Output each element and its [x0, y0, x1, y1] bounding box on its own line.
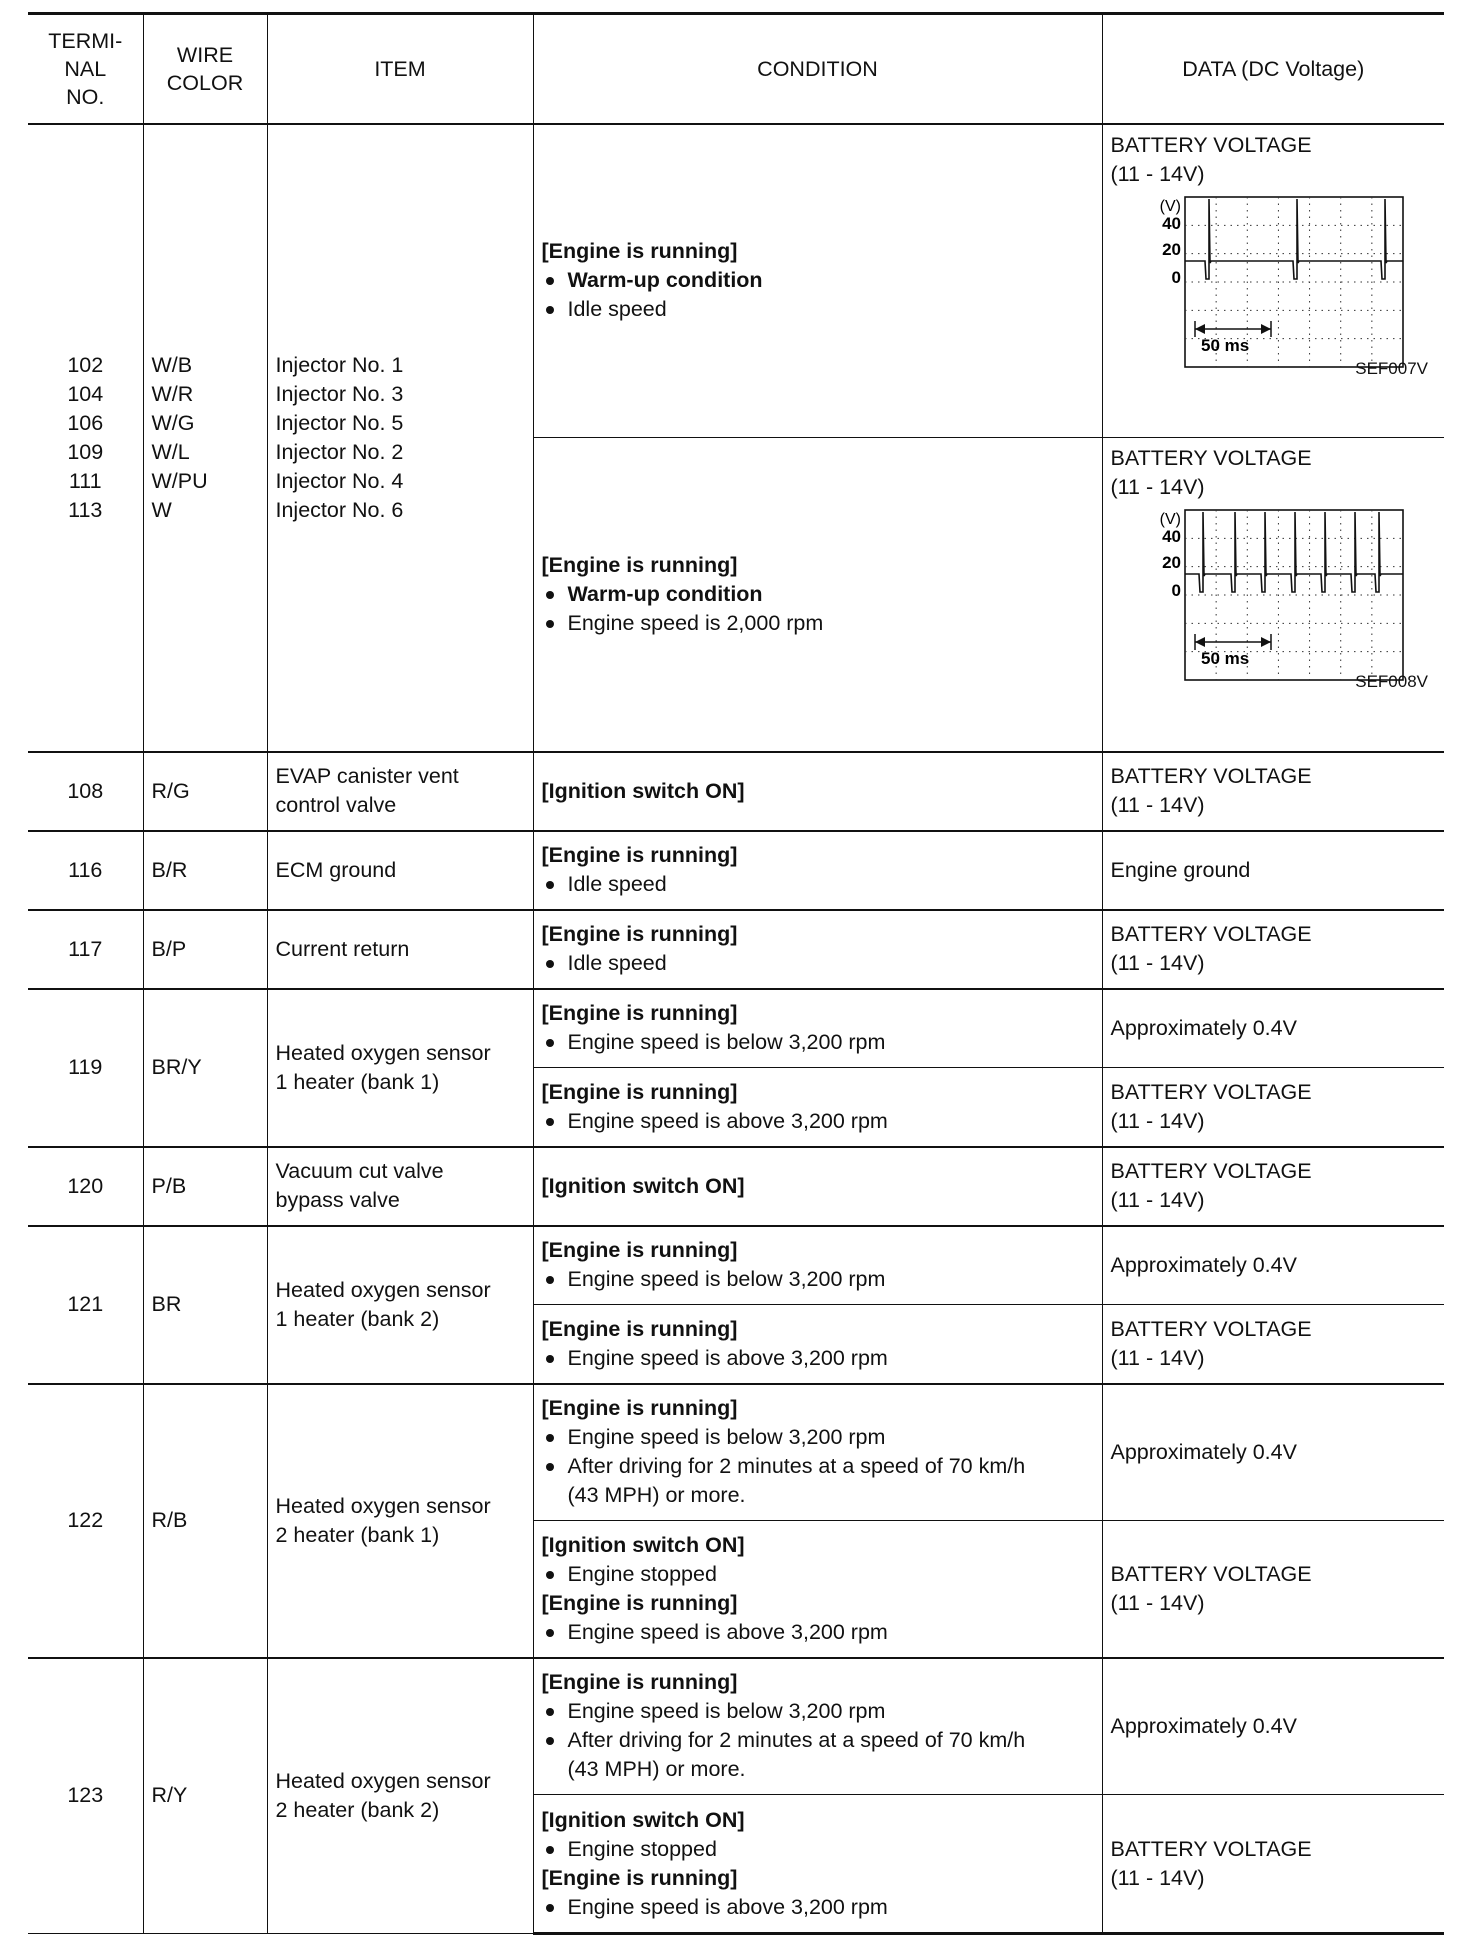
wire-color-cell: R/Y	[143, 1658, 267, 1934]
data-value: (11 - 14V)	[1110, 1345, 1205, 1370]
figure-reference: SEF007V	[1355, 358, 1428, 378]
data-cell	[1102, 1521, 1444, 1658]
condition-bullet: Idle speed	[542, 295, 1094, 324]
condition-heading: [Engine is running]	[541, 1590, 738, 1615]
condition-heading: [Engine is running]	[541, 843, 738, 867]
table-row	[28, 831, 1444, 910]
figure-reference: SEF008V	[1355, 672, 1428, 691]
wire-color-cell: BR/Y	[143, 989, 267, 1147]
terminal-cell: 117	[28, 910, 143, 989]
condition-cell	[533, 910, 1102, 989]
item-cell: Vacuum cut valve bypass valve	[267, 1147, 533, 1226]
condition-heading: [Ignition switch ON]	[541, 1532, 745, 1557]
terminal-cell: 119	[28, 989, 143, 1147]
wire-color-cell: P/B	[143, 1147, 267, 1226]
condition-heading: [Engine is running]	[541, 1865, 738, 1890]
data-value: BATTERY VOLTAGE	[1110, 922, 1312, 946]
data-value: (11 - 14V)	[1110, 1865, 1205, 1890]
data-cell	[1102, 989, 1444, 1068]
waveform-2000rpm	[1135, 506, 1405, 682]
ecm-terminal-table	[28, 12, 1444, 1935]
scope-tick-label: 0	[1171, 267, 1181, 287]
data-cell	[1102, 752, 1444, 831]
condition-heading: [Ignition switch ON]	[541, 1807, 745, 1832]
condition-bullet: After driving for 2 minutes at a speed of 70 km/h (43 MPH) or more.	[542, 1452, 1094, 1510]
terminal-cell: 121	[28, 1226, 143, 1384]
data-value: BATTERY VOLTAGE	[1110, 1159, 1312, 1183]
scope-tick-label: 40	[1161, 527, 1181, 546]
condition-bullet: Engine speed is below 3,200 rpm	[542, 1028, 1094, 1057]
condition-bullet: Engine stopped	[542, 1560, 1094, 1589]
data-cell	[1102, 1795, 1444, 1934]
data-cell	[1102, 910, 1444, 989]
data-value: Approximately 0.4V	[1110, 1252, 1297, 1277]
header-terminal: TERMI- NAL NO.	[28, 14, 143, 124]
condition-bullet: Engine speed is below 3,200 rpm	[542, 1265, 1094, 1294]
table-row	[28, 910, 1444, 989]
wire-color-cell: B/R	[143, 831, 267, 910]
condition-heading: [Engine is running]	[541, 1238, 738, 1263]
oscilloscope-waveform	[1111, 189, 1437, 385]
condition-cell	[533, 1658, 1102, 1795]
table-row	[28, 1226, 1444, 1305]
condition-heading: [Ignition switch ON]	[541, 1173, 745, 1198]
scope-trace	[1185, 512, 1403, 592]
condition-cell	[533, 1795, 1102, 1934]
condition-cell	[533, 124, 1102, 438]
data-cell	[1102, 1068, 1444, 1147]
data-value: BATTERY VOLTAGE	[1110, 132, 1312, 157]
data-cell	[1102, 1147, 1444, 1226]
terminal-cell: 116	[28, 831, 143, 910]
condition-cell	[533, 989, 1102, 1068]
item-cell: Heated oxygen sensor 1 heater (bank 2)	[267, 1226, 533, 1384]
header-wire-color: WIRE COLOR	[143, 14, 267, 124]
table-row	[28, 989, 1444, 1068]
terminal-cell: 120	[28, 1147, 143, 1226]
data-value: (11 - 14V)	[1110, 1108, 1205, 1133]
header-item: ITEM	[267, 14, 533, 124]
time-marker-arrow	[1195, 637, 1205, 647]
item-cell: Heated oxygen sensor 2 heater (bank 1)	[267, 1384, 533, 1658]
time-marker-arrow	[1195, 324, 1205, 334]
terminal-cell: 102 104 106 109 111 113	[28, 124, 143, 752]
condition-bullet: Engine speed is above 3,200 rpm	[542, 1344, 1094, 1373]
data-value: BATTERY VOLTAGE	[1110, 1561, 1312, 1586]
table-row	[28, 1658, 1444, 1795]
time-marker-arrow	[1261, 637, 1271, 647]
data-value: Engine ground	[1110, 857, 1251, 882]
condition-heading: [Engine is running]	[541, 1001, 738, 1026]
item-cell: Heated oxygen sensor 2 heater (bank 2)	[267, 1658, 533, 1934]
data-value: (11 - 14V)	[1110, 161, 1205, 186]
item-cell: Heated oxygen sensor 1 heater (bank 1)	[267, 989, 533, 1147]
condition-bullet: Engine speed is below 3,200 rpm	[542, 1697, 1094, 1726]
data-value: BATTERY VOLTAGE	[1110, 764, 1312, 788]
condition-cell	[533, 1384, 1102, 1521]
data-cell	[1102, 831, 1444, 910]
data-value: Approximately 0.4V	[1110, 1713, 1297, 1738]
header-condition: CONDITION	[533, 14, 1102, 124]
table-row	[28, 1384, 1444, 1521]
condition-cell	[533, 1521, 1102, 1658]
data-cell	[1102, 1226, 1444, 1305]
condition-cell	[533, 1068, 1102, 1147]
data-value: (11 - 14V)	[1110, 475, 1205, 499]
condition-cell	[533, 438, 1102, 752]
time-marker-arrow	[1261, 324, 1271, 334]
waveform-idle	[1135, 193, 1405, 369]
data-value: BATTERY VOLTAGE	[1110, 446, 1312, 470]
wire-color-cell: R/B	[143, 1384, 267, 1658]
scope-unit-label: (V)	[1159, 511, 1181, 528]
data-value: Approximately 0.4V	[1110, 1015, 1297, 1040]
data-cell	[1102, 438, 1444, 752]
data-cell	[1102, 124, 1444, 438]
condition-heading: [Engine is running]	[541, 922, 738, 946]
condition-bullet: Engine speed is 2,000 rpm	[542, 609, 1094, 638]
terminal-cell: 108	[28, 752, 143, 831]
condition-cell	[533, 1147, 1102, 1226]
scope-time-label: 50 ms	[1200, 649, 1249, 668]
table-row	[28, 1147, 1444, 1226]
item-cell: ECM ground	[267, 831, 533, 910]
condition-bullet: After driving for 2 minutes at a speed of 70 km/h (43 MPH) or more.	[542, 1726, 1094, 1784]
data-value: BATTERY VOLTAGE	[1110, 1079, 1312, 1104]
data-value: BATTERY VOLTAGE	[1110, 1316, 1312, 1341]
data-value: (11 - 14V)	[1110, 951, 1205, 975]
wire-color-cell: BR	[143, 1226, 267, 1384]
data-cell	[1102, 1305, 1444, 1384]
data-value: Approximately 0.4V	[1110, 1439, 1297, 1464]
scope-tick-label: 0	[1171, 581, 1181, 600]
condition-bullet: Warm-up condition	[542, 266, 1094, 295]
oscilloscope-waveform	[1111, 502, 1437, 698]
scope-time-label: 50 ms	[1200, 335, 1249, 355]
condition-heading: [Engine is running]	[541, 1670, 738, 1695]
header-row	[28, 14, 1444, 124]
condition-heading: [Ignition switch ON]	[541, 778, 745, 803]
wire-color-cell: B/P	[143, 910, 267, 989]
data-value: (11 - 14V)	[1110, 793, 1205, 817]
table-row	[28, 752, 1444, 831]
wire-color-cell: W/B W/R W/G W/L W/PU W	[143, 124, 267, 752]
condition-heading: [Engine is running]	[541, 1396, 738, 1421]
condition-bullet: Engine speed is above 3,200 rpm	[542, 1893, 1094, 1922]
data-cell	[1102, 1384, 1444, 1521]
data-value: (11 - 14V)	[1110, 1590, 1205, 1615]
item-cell: Injector No. 1 Injector No. 3 Injector No. 5 Injector No. 2 Injector No. 4 Injector No. 6	[267, 124, 533, 752]
scope-unit-label: (V)	[1159, 197, 1181, 215]
scope-tick-label: 20	[1161, 553, 1181, 572]
condition-bullet: Engine speed is above 3,200 rpm	[542, 1107, 1094, 1136]
condition-bullet: Engine speed is above 3,200 rpm	[542, 1618, 1094, 1647]
condition-heading: [Engine is running]	[541, 1316, 738, 1341]
scope-trace	[1185, 199, 1403, 279]
condition-bullet: Engine speed is below 3,200 rpm	[542, 1423, 1094, 1452]
item-cell: Current return	[267, 910, 533, 989]
condition-heading: [Engine is running]	[541, 552, 738, 577]
condition-bullet: Idle speed	[542, 870, 1094, 899]
condition-bullet: Warm-up condition	[542, 580, 1094, 609]
condition-cell	[533, 831, 1102, 910]
table-row	[28, 124, 1444, 438]
wire-color-cell: R/G	[143, 752, 267, 831]
data-cell	[1102, 1658, 1444, 1795]
condition-cell	[533, 1226, 1102, 1305]
scope-tick-label: 40	[1161, 213, 1181, 233]
condition-bullet: Engine stopped	[542, 1835, 1094, 1864]
scope-tick-label: 20	[1161, 239, 1181, 259]
terminal-cell: 123	[28, 1658, 143, 1934]
condition-bullet: Idle speed	[542, 949, 1094, 978]
condition-heading: [Engine is running]	[541, 1079, 738, 1104]
terminal-cell: 122	[28, 1384, 143, 1658]
header-data: DATA (DC Voltage)	[1102, 14, 1444, 124]
item-cell: EVAP canister vent control valve	[267, 752, 533, 831]
condition-heading: [Engine is running]	[541, 239, 738, 264]
data-value: (11 - 14V)	[1110, 1188, 1205, 1212]
condition-cell	[533, 1305, 1102, 1384]
condition-cell	[533, 752, 1102, 831]
data-value: BATTERY VOLTAGE	[1110, 1836, 1312, 1861]
